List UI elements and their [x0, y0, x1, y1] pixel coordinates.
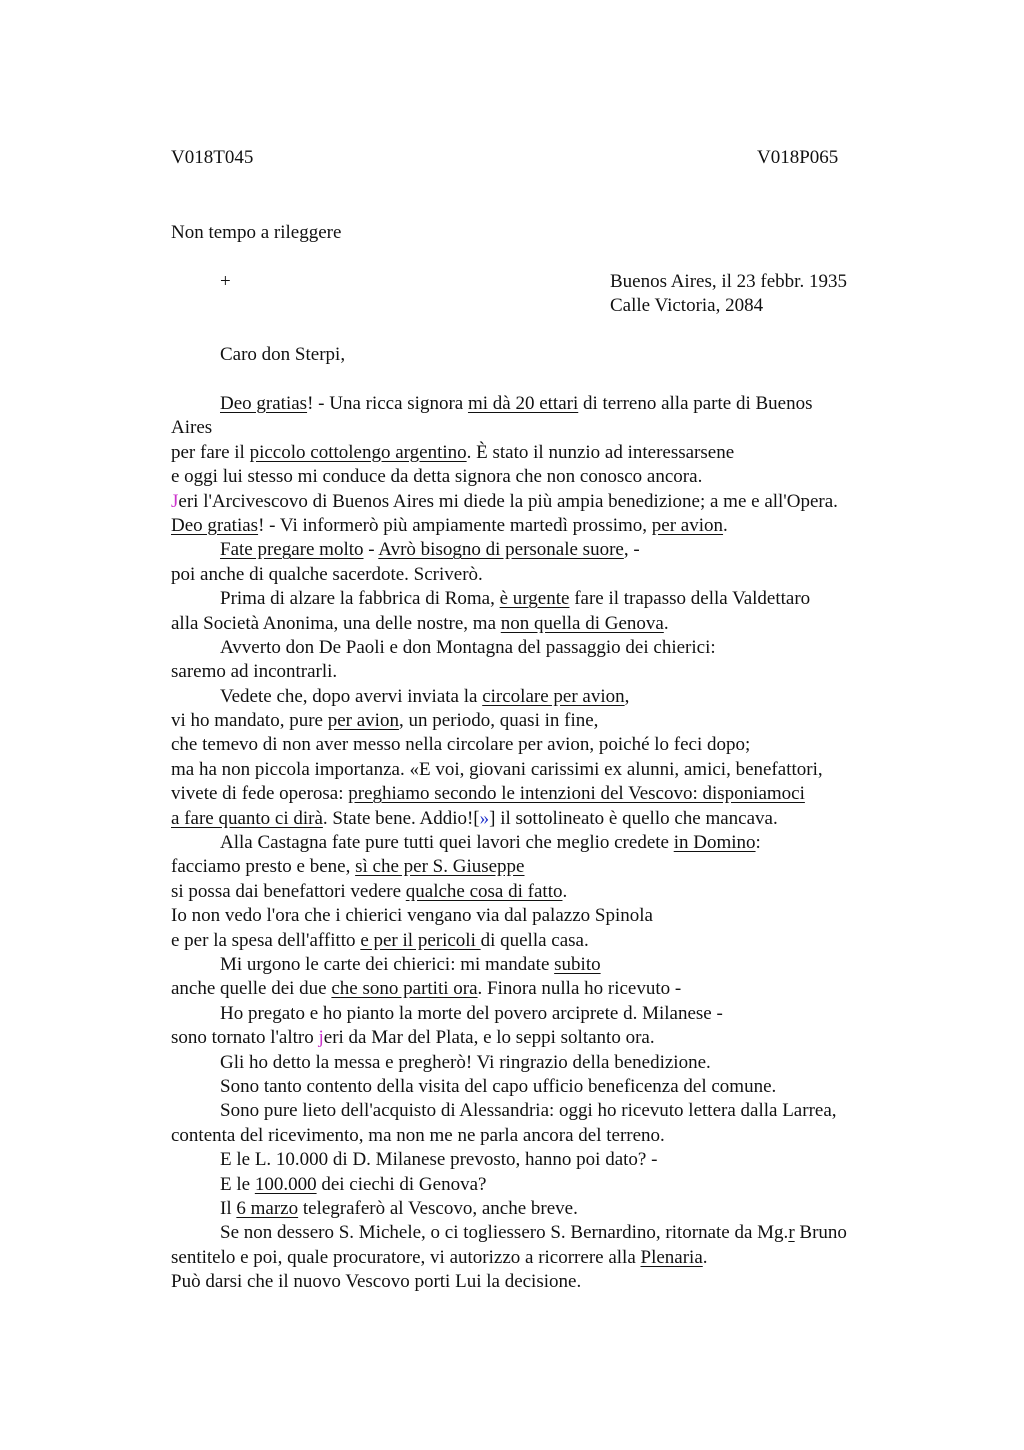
underlined-text: per avion [651, 514, 724, 536]
letter-line [171, 660, 931, 684]
underlined-text: piccolo cottolengo argentino [249, 441, 467, 463]
underlined-text: mi dà 20 ettari [467, 393, 579, 414]
text-segment: eri l'Arcivescovo di Buenos Aires mi diede la più ampia benedizione; a me e all'Opera. [178, 490, 838, 512]
letter-line [171, 1197, 931, 1221]
text-segment: . [702, 1246, 708, 1268]
text-segment: sono tornato l'altro [171, 1027, 319, 1049]
letter-line [171, 416, 931, 440]
text-segment: - [363, 539, 379, 561]
text-segment: alla Società Anonima, una delle nostre, ma [171, 612, 501, 634]
text-segment: di terreno alla parte di Buenos [578, 393, 813, 414]
text-segment: contenta del ricevimento, ma non me ne parla ancora del terreno. [171, 1124, 665, 1146]
letter-line [171, 1270, 931, 1294]
underlined-text: a fare quanto ci dirà [171, 807, 323, 829]
text-segment: Mi urgono le carte dei chierici: mi mandate [220, 953, 555, 975]
underlined-text: e per il pericoli [360, 929, 481, 951]
letter-line [171, 587, 931, 611]
letter-body [171, 392, 931, 1294]
text-segment: . È stato il nunzio ad interessarsene [466, 441, 735, 463]
text-segment: Sono tanto contento della visita del capo ufficio beneficenza del comune. [220, 1075, 777, 1097]
letter-line [171, 733, 931, 757]
text-segment: Vedete che, dopo avervi inviata la [220, 685, 483, 707]
header-left-code: V018T045 [171, 147, 254, 168]
text-segment: Può darsi che il nuovo Vescovo porti Lui la decisione. [171, 1271, 582, 1293]
text-segment: ! - Vi informerò più ampiamente martedì prossimo, [258, 514, 652, 536]
letter-line [171, 758, 931, 782]
letter-line [171, 1026, 931, 1050]
text-segment: . [723, 514, 728, 536]
letter-line [171, 1221, 931, 1245]
text-segment: Prima di alzare la fabbrica di Roma, [220, 588, 500, 610]
letter-line [171, 441, 931, 465]
underlined-text: subito [554, 953, 601, 975]
letter-line [171, 977, 931, 1001]
text-segment: facciamo presto e bene, [171, 856, 356, 878]
underlined-text: in Domino [673, 832, 756, 854]
letter-line [171, 490, 931, 514]
letter-line [171, 782, 931, 806]
text-segment: e per la spesa dell'affitto [171, 929, 361, 951]
letter-line [171, 538, 931, 562]
text-segment: ma ha non piccola importanza. «E voi, giovani carissimi ex alunni, amici, benefattori, [171, 758, 823, 780]
letter-line [171, 685, 931, 709]
letter-line [171, 807, 931, 831]
text-segment: Alla Castagna fate pure tutti quei lavori che meglio credete [220, 832, 674, 854]
text-segment: Avverto don De Paoli e don Montagna del passaggio dei chierici: [220, 636, 716, 658]
letter-line [171, 1002, 931, 1026]
letter-line [171, 1246, 931, 1270]
text-segment: . [562, 880, 568, 902]
text-segment: sentitelo e poi, quale procuratore, vi autorizzo a ricorrere alla [171, 1246, 641, 1268]
text-segment: e oggi lui stesso mi conduce da detta signora che non conosco ancora. [171, 466, 703, 488]
header-right-code: V018P065 [757, 147, 839, 168]
letter-line [171, 612, 931, 636]
address: Calle Victoria, 2084 [610, 295, 764, 316]
underlined-text: Deo gratias [220, 393, 308, 414]
text-segment: . State bene. Addio![ [322, 807, 480, 829]
text-segment: Il [220, 1197, 237, 1219]
note-line: Non tempo a rileggere [171, 222, 342, 243]
text-segment: anche quelle dei due [171, 978, 332, 1000]
colored-letter: » [479, 807, 490, 829]
text-segment: Sono pure lieto dell'acquisto di Alessandria: oggi ho ricevuto lettera dalla Larrea, [220, 1100, 837, 1122]
text-segment: E le [220, 1173, 255, 1195]
letter-line [171, 929, 931, 953]
text-segment: Ho pregato e ho pianto la morte del povero arciprete d. Milanese - [220, 1002, 723, 1024]
text-segment: ! - Una ricca signora [307, 393, 468, 414]
underlined-text: per avion [327, 710, 399, 732]
text-segment: E le L. 10.000 di D. Milanese prevosto, hanno poi dato? - [220, 1149, 658, 1171]
text-segment: , [624, 685, 630, 707]
letter-line [171, 465, 931, 489]
text-segment: Gli ho detto la messa e pregherò! Vi ringrazio della benedizione. [220, 1051, 711, 1073]
text-segment: . [663, 612, 669, 634]
text-segment: di quella casa. [480, 929, 589, 951]
text-segment: . Finora nulla ho ricevuto - [477, 978, 682, 1000]
text-segment: : [755, 832, 761, 854]
text-segment: vi ho mandato, pure [171, 710, 328, 732]
text-segment: si possa dai benefattori vedere [171, 880, 406, 902]
underlined-text: 100.000 [254, 1173, 317, 1195]
colored-letter: J [171, 490, 179, 512]
underlined-text: è urgente [499, 588, 570, 610]
text-segment: saremo ad incontrarli. [171, 661, 338, 683]
letter-line [171, 1099, 931, 1123]
text-segment: Io non vedo l'ora che i chierici vengano via dal palazzo Spinola [171, 905, 653, 927]
underlined-text: qualche cosa di fatto [405, 880, 563, 902]
text-segment: che temevo di non aver messo nella circolare per avion, poiché lo feci dopo; [171, 734, 751, 756]
letter-line [171, 709, 931, 733]
letter-line [171, 1173, 931, 1197]
text-segment: dei ciechi di Genova? [316, 1173, 487, 1195]
underlined-text: Plenaria [640, 1246, 703, 1268]
letter-line [171, 1075, 931, 1099]
letter-line [171, 953, 931, 977]
letter-line [171, 880, 931, 904]
text-segment: , un periodo, quasi in fine, [398, 710, 599, 732]
letter-line [171, 636, 931, 660]
letter-line [171, 514, 931, 538]
place-date: Buenos Aires, il 23 febbr. 1935 [610, 271, 847, 292]
letter-line [171, 855, 931, 879]
underlined-text: circolare per avion [482, 685, 625, 707]
text-segment: eri da Mar del Plata, e lo seppi soltanto ora. [323, 1027, 655, 1049]
underlined-text: Fate pregare molto [220, 539, 364, 561]
text-segment: poi anche di qualche sacerdote. Scriverò. [171, 563, 483, 585]
cross-mark: + [220, 271, 231, 292]
text-segment: telegraferò al Vescovo, anche breve. [298, 1197, 578, 1219]
letter-line [171, 392, 931, 416]
text-segment: Bruno [794, 1222, 847, 1244]
underlined-text: 6 marzo [236, 1197, 299, 1219]
text-segment: Se non dessero S. Michele, o ci togliessero S. Bernardino, ritornate da Mg. [220, 1222, 789, 1244]
underlined-text: Avrò bisogno di personale suore [378, 539, 624, 561]
colored-letter: j [318, 1027, 324, 1049]
text-segment: per fare il [171, 441, 250, 463]
text-segment: fare il trapasso della Valdettaro [569, 588, 811, 610]
letter-line [171, 563, 931, 587]
letter-line [171, 831, 931, 855]
letter-line [171, 1148, 931, 1172]
underlined-text: sì che per S. Giuseppe [355, 856, 525, 878]
underlined-text: Deo gratias [171, 514, 259, 536]
letter-line [171, 1124, 931, 1148]
text-segment: , - [623, 539, 640, 561]
underlined-text: che sono partiti ora [331, 978, 478, 1000]
text-segment: Aires [171, 417, 213, 439]
underlined-text: r [788, 1222, 795, 1244]
underlined-text: preghiamo secondo le intenzioni del Vescovo: disponiamoci [348, 783, 805, 805]
salutation: Caro don Sterpi, [220, 344, 346, 365]
text-segment: vivete di fede operosa: [171, 783, 349, 805]
text-segment: ] il sottolineato è quello che mancava. [489, 807, 778, 829]
letter-line [171, 1051, 931, 1075]
letter-line [171, 904, 931, 928]
underlined-text: non quella di Genova [500, 612, 664, 634]
